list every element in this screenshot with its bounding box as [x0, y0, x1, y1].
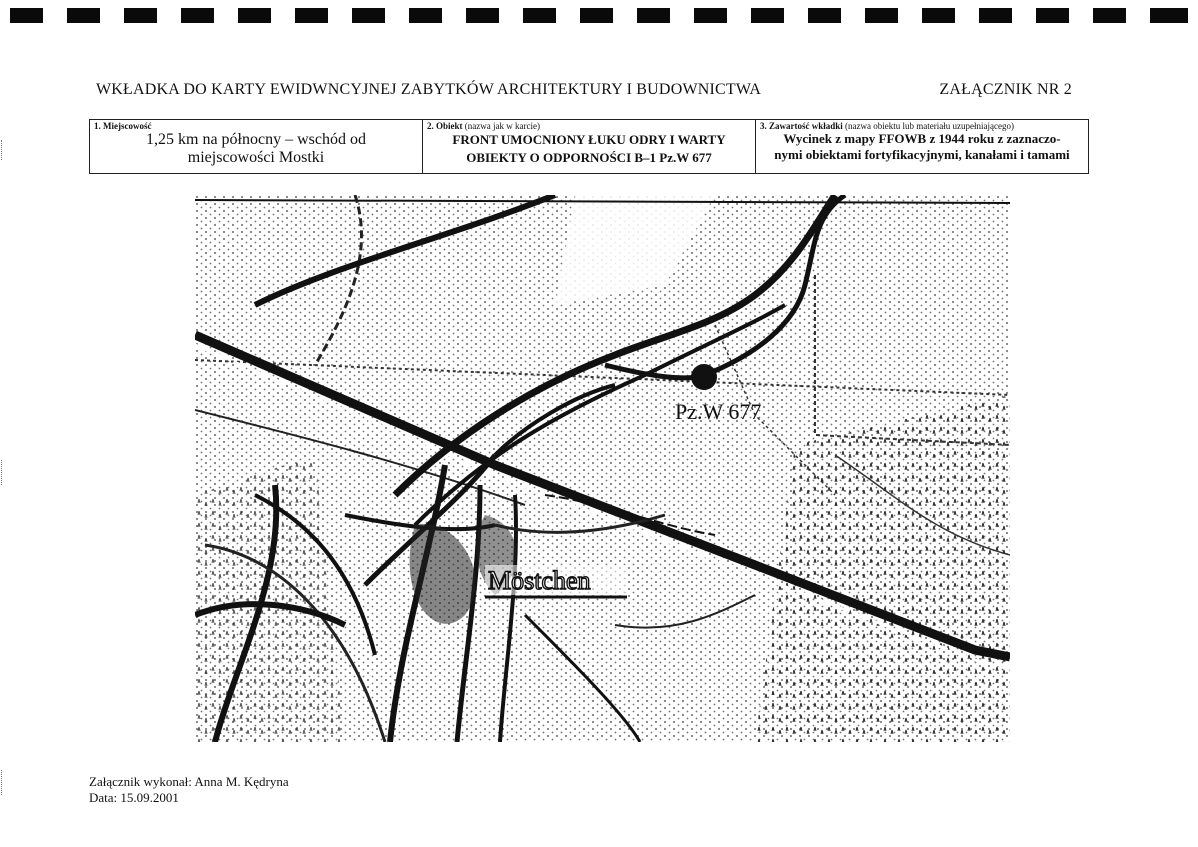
scan-mark — [1, 770, 8, 795]
field-label: 2. Obiekt — [427, 121, 463, 131]
perforation-strip — [6, 8, 1192, 24]
field-value: FRONT UMOCNIONY ŁUKU ODRY I WARTY — [452, 132, 726, 147]
field-note: (nazwa jak w karcie) — [464, 121, 540, 131]
info-table — [89, 119, 1089, 174]
field-locality — [90, 120, 423, 174]
field-label: 3. Zawartość wkładki — [760, 121, 843, 131]
field-contents — [756, 120, 1089, 174]
bunker-marker — [691, 364, 717, 390]
field-value: 1,25 km na północny – wschód od — [146, 131, 366, 148]
field-value: nymi obiektami fortyfikacyjnymi, kanałami i tamami — [774, 147, 1070, 162]
footer — [89, 774, 289, 806]
date-line: Data: 15.09.2001 — [89, 790, 179, 805]
document-title: WKŁADKA DO KARTY EWIDWNCYJNEJ ZABYTKÓW ARCHITEKTURY I BUDOWNICTWA — [96, 81, 762, 98]
map-excerpt — [195, 195, 1010, 742]
field-object — [423, 120, 756, 174]
field-value: Wycinek z mapy FFOWB z 1944 roku z zaznaczo- — [783, 131, 1061, 146]
field-value: miejscowości Mostki — [187, 149, 325, 166]
author-line: Załącznik wykonał: Anna M. Kędryna — [89, 774, 289, 789]
scan-mark — [1, 460, 8, 485]
bunker-label: Pz.W 677 — [675, 399, 762, 424]
document-header — [96, 81, 1072, 101]
field-value: OBIEKTY O ODPORNOŚCI B–1 Pz.W 677 — [466, 150, 712, 165]
field-label: 1. Miejscowość — [94, 121, 152, 131]
annex-number: ZAŁĄCZNIK NR 2 — [939, 81, 1072, 98]
town-label: Möstchen — [488, 566, 591, 595]
field-note: (nazwa obiektu lub materiału uzupełniającego) — [845, 121, 1014, 131]
scan-mark — [1, 140, 8, 160]
